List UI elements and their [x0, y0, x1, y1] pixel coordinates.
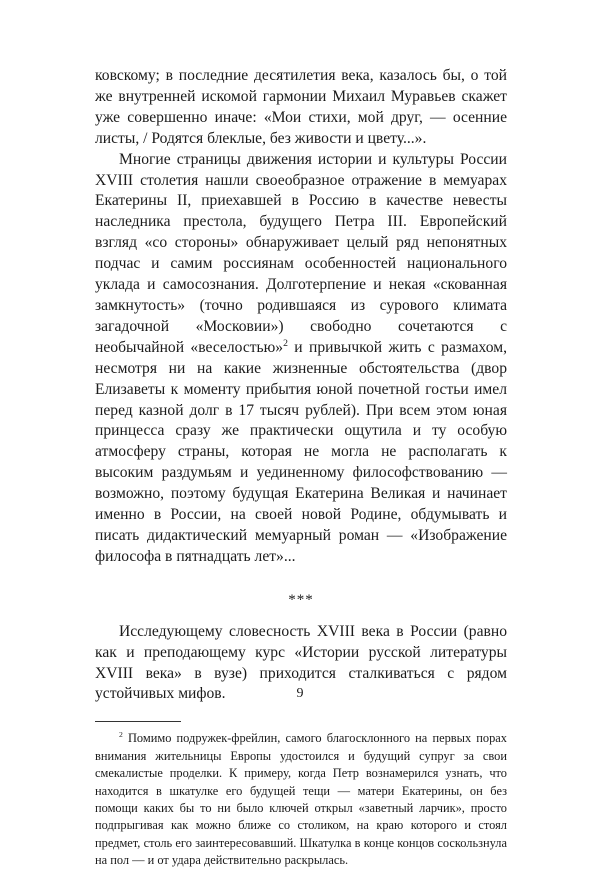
page-number: 9: [296, 686, 304, 701]
footnote-text: Помимо подружек-фрейлин, самого благосклонного на первых порах внимания жительницы Европы удостоился и будущий супруг за свои смекалистые проделки. К примеру, когда Петр вознамерился узнать, что находится в шкатулке его будущей тещи — матери Екатерины, он без помощи каких бы то ни было ключей открыл «заветный ларчик», просто подпрыгивая как можно ближе со столиком, на краю которого и стоял предмет, столь его заинтересовавший. Шкатулка в конце концов соскользнула на пол — и от удара действительно раскрылась.: [95, 731, 507, 868]
paragraph-myths: Исследующему словесность XVIII века в России (равно как и преподающему курс «Истории русской литературы XVIII века» в вузе) приходится сталкиваться с рядом устойчивых мифов.: [95, 622, 507, 703]
paragraph-memoirs: [95, 150, 507, 568]
footnote-divider: [95, 721, 181, 722]
footnote-number: 2: [119, 730, 123, 740]
footnotes: [95, 721, 507, 869]
section-separator: ***: [288, 591, 314, 608]
main-text: [95, 66, 507, 568]
paragraph-memoirs-text-1: Многие страницы движения истории и культуры России XVIII столетия нашли своеобразное отражение в мемуарах Екатерины II, приехавшей в Россию в качестве невесты наследника престола, будущего Петра III. Европейский взгляд «со стороны» обнаруживает целый ряд непонятных подчас и самим россиянам особенностей национального уклада и самосознания. Долготерпение и некая «скованная замкнутость» (точно родившаяся из сурового климата загадочной «Московии») свободно сочетаются с необычайной «веселостью»: [95, 150, 507, 356]
footnote-2: [95, 730, 507, 869]
paragraph-continuation: ковскому; в последние десятилетия века, казалось бы, о той же внутренней искомой гармонии Михаил Муравьев скажет уже совершенно иначе: «Мои стихи, мой друг, — осенние листы, / Родятся блеклые, без живости и цвету...».: [95, 67, 507, 147]
paragraph-memoirs-text-2: и привычкой жить с размахом, несмотря ни на какие жизненные обстоятельства (двор Елизаветы к моменту прибытия юной почетной гостьи имел перед казной долг в 17 тысяч рублей). При всем этом юная принцесса сразу же практически ощутила и ту особую атмосферу страны, которая не могла не располагать к высоким раздумьям и уединенному философствованию — возможно, поэтому будущая Екатерина Великая и начинает именно в России, на своей новой Родине, обдумывать и писать дидактический мемуарный роман — «Изображение философа в пятнадцать лет»...: [95, 338, 507, 565]
page-body: [95, 66, 507, 870]
footnote-reference[interactable]: 2: [283, 337, 288, 349]
